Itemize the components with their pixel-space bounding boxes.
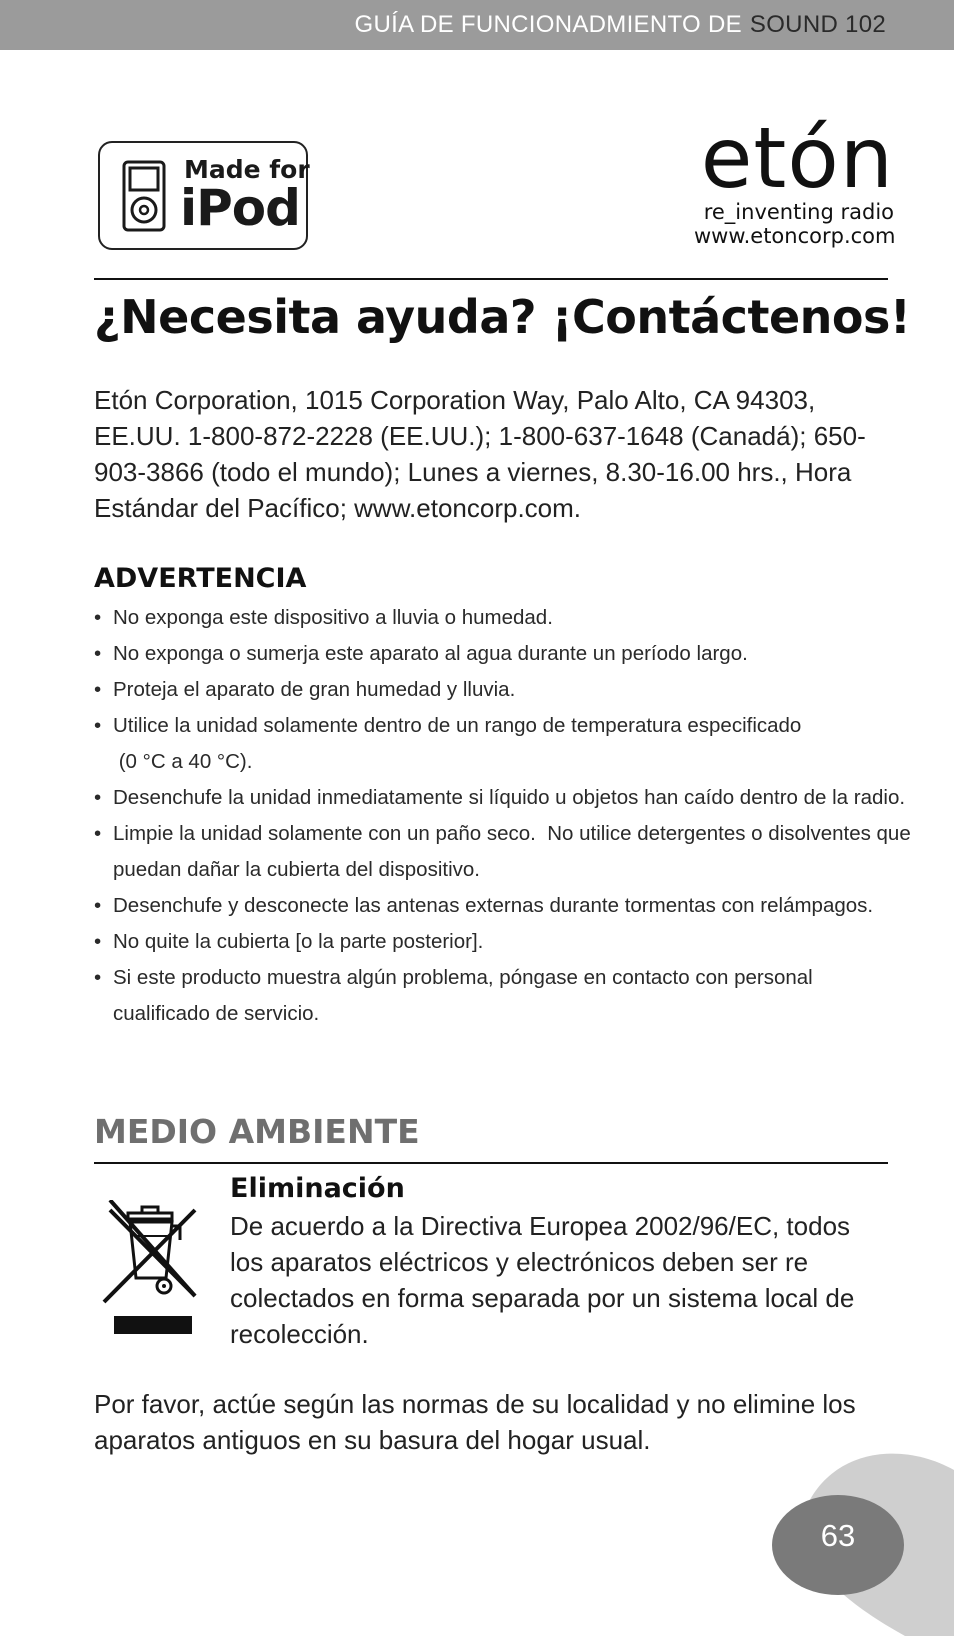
warning-list bbox=[94, 600, 917, 1032]
eton-tagline: re_inventing radio bbox=[703, 200, 894, 224]
bullet: • bbox=[94, 966, 102, 989]
disposal-heading: Eliminación bbox=[230, 1173, 405, 1204]
bullet: • bbox=[94, 678, 102, 701]
disposal-text: De acuerdo a la Directiva Europea 2002/96/EC, todos los aparatos eléctricos y electrónicos deben ser re colectados en forma separada por un sistema local de recolección. bbox=[230, 1211, 855, 1349]
list-item: • Utilice la unidad solamente dentro de un rango de temperatura especificado (0 °C a 40 °C). bbox=[94, 708, 914, 780]
list-item: • Limpie la unidad solamente con un paño seco. No utilice detergentes o disolventes que puedan dañar la cubierta del dispositivo. bbox=[94, 816, 914, 888]
eton-url: www.etoncorp.com bbox=[694, 224, 896, 248]
list-item: • Si este producto muestra algún problema, póngase en contacto con personal cualificado de servicio. bbox=[94, 960, 914, 1032]
list-item: • No exponga o sumerja este aparato al agua durante un período largo. bbox=[94, 636, 914, 672]
contact-heading: ¿Necesita ayuda? ¡Contáctenos! bbox=[94, 290, 911, 344]
header-bar bbox=[0, 0, 954, 50]
list-item: • Proteja el aparato de gran humedad y lluvia. bbox=[94, 672, 914, 708]
environment-heading: MEDIO AMBIENTE bbox=[94, 1112, 420, 1151]
header-divider bbox=[94, 278, 888, 280]
bullet: • bbox=[94, 930, 102, 953]
header-text bbox=[355, 11, 887, 39]
ipod-label: iPod bbox=[180, 179, 300, 237]
bullet: • bbox=[94, 894, 102, 917]
bullet: • bbox=[94, 822, 102, 845]
eton-logo bbox=[694, 109, 896, 248]
model-name: SOUND 102 bbox=[749, 11, 886, 38]
crossed-bin-icon bbox=[100, 1200, 210, 1340]
list-item: • Desenchufe y desconecte las antenas externas durante tormentas con relámpagos. bbox=[94, 888, 914, 924]
made-for-ipod-badge bbox=[98, 141, 308, 250]
page-number: 63 bbox=[820, 1518, 856, 1553]
bullet: • bbox=[94, 786, 102, 809]
list-item: • No exponga este dispositivo a lluvia o humedad. bbox=[94, 600, 914, 636]
bullet: • bbox=[94, 606, 102, 629]
closing-text: Por favor, actúe según las normas de su localidad y no elimine los aparatos antiguos en su basura del hogar usual. bbox=[94, 1389, 856, 1455]
ipod-icon bbox=[122, 160, 166, 232]
eton-wordmark: etón bbox=[700, 109, 894, 207]
environment-divider bbox=[94, 1162, 888, 1164]
guide-title: GUÍA DE FUNCIONADMIENTO DE bbox=[354, 11, 742, 38]
warning-heading: ADVERTENCIA bbox=[94, 563, 307, 594]
bullet: • bbox=[94, 714, 102, 737]
made-for-label: Made for bbox=[184, 155, 310, 184]
list-item: • No quite la cubierta [o la parte posterior]. bbox=[94, 924, 914, 960]
contact-info: Etón Corporation, 1015 Corporation Way, Palo Alto, CA 94303, EE.UU. 1-800-872-2228 (EE.UU.); 1-800-637-1648 (Canadá); 650-903-3866 (todo el mundo); Lunes a viernes, 8.30-16.00 hrs., Hora Estándar del Pacífico; www.etoncorp.com. bbox=[94, 385, 866, 523]
list-item: • Desenchufe la unidad inmediatamente si líquido u objetos han caído dentro de la radio. bbox=[94, 780, 914, 816]
bullet: • bbox=[94, 642, 102, 665]
